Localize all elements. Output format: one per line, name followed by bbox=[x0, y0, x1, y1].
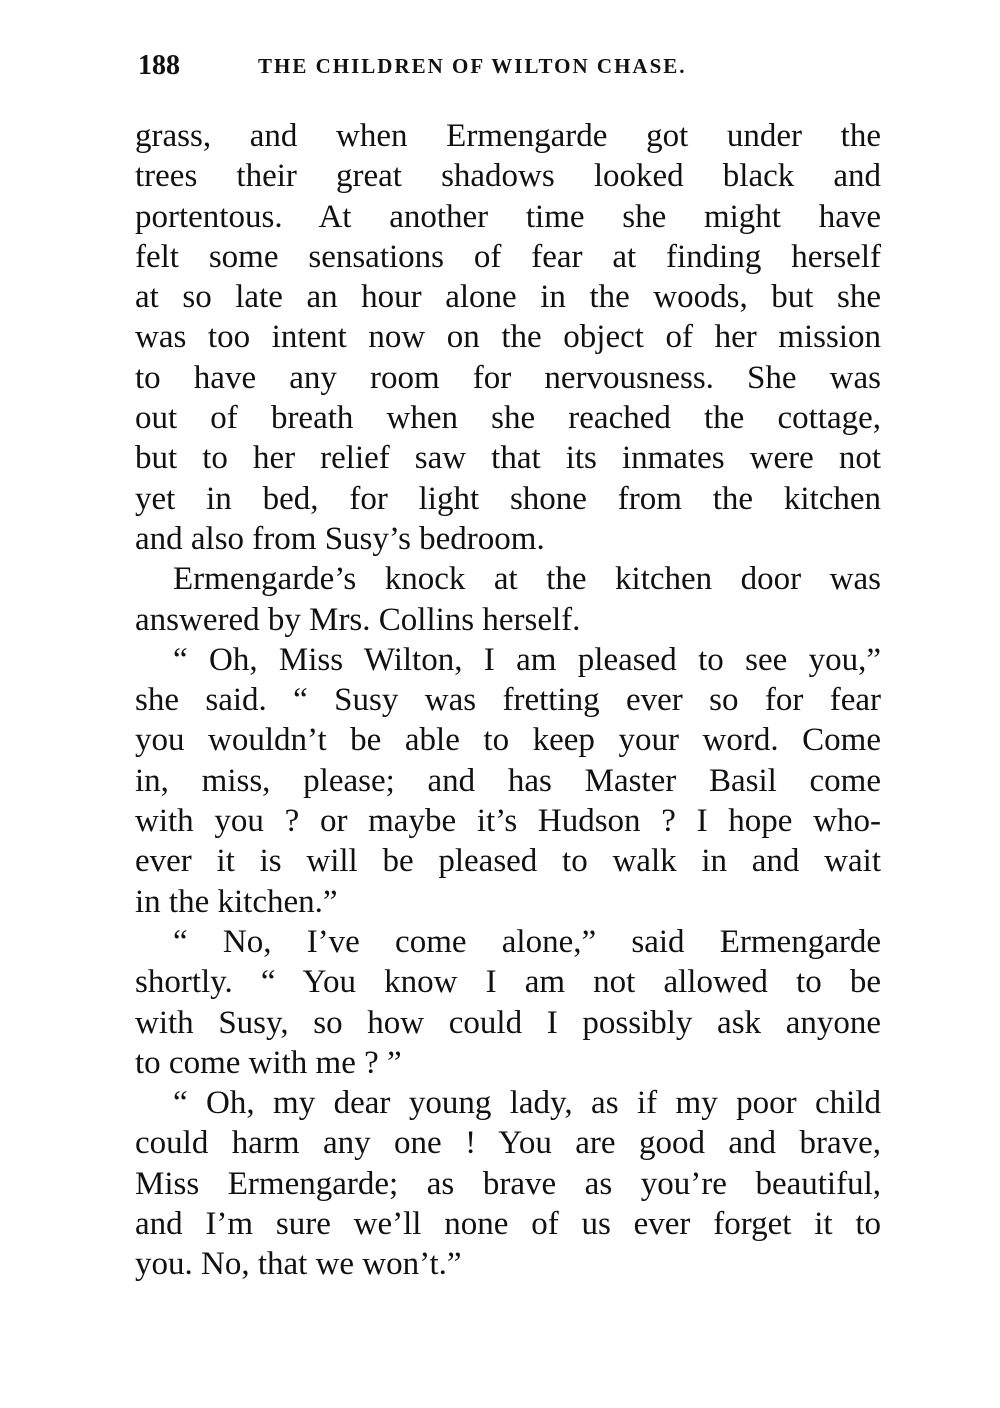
page-number: 188 bbox=[138, 50, 180, 81]
text-line: with Susy, so how could I possibly ask anyone bbox=[135, 1004, 881, 1041]
text-line: to have any room for nervousness. She was bbox=[135, 359, 881, 396]
text-line: was too intent now on the object of her mission bbox=[135, 319, 881, 356]
text-line: with you ? or maybe it’s Hudson ? I hope who- bbox=[135, 803, 881, 840]
text-line: shortly. “ You know I am not allowed to be bbox=[135, 964, 881, 1001]
text-line: answered by Mrs. Collins herself. bbox=[135, 601, 581, 638]
text-line: and I’m sure we’ll none of us ever forget it to bbox=[135, 1206, 881, 1243]
text-line: felt some sensations of fear at finding herself bbox=[135, 238, 881, 275]
text-line: to come with me ? ” bbox=[135, 1044, 402, 1081]
text-line: Miss Ermengarde; as brave as you’re beautiful, bbox=[135, 1165, 881, 1202]
text-line: Ermengarde’s knock at the kitchen door was bbox=[173, 561, 881, 598]
text-line: portentous. At another time she might have bbox=[135, 198, 881, 235]
text-line: in the kitchen.” bbox=[135, 883, 338, 920]
text-line: she said. “ Susy was fretting ever so for fear bbox=[135, 682, 881, 719]
body-text bbox=[135, 116, 881, 1285]
text-line: you. No, that we won’t.” bbox=[135, 1246, 462, 1283]
text-line: ever it is will be pleased to walk in and wait bbox=[135, 843, 881, 880]
text-line: trees their great shadows looked black and bbox=[135, 158, 881, 195]
running-head bbox=[138, 50, 883, 90]
text-line: “ No, I’ve come alone,” said Ermengarde bbox=[173, 923, 881, 960]
text-line: “ Oh, Miss Wilton, I am pleased to see you,” bbox=[173, 641, 881, 678]
text-line: and also from Susy’s bedroom. bbox=[135, 520, 545, 557]
text-line: “ Oh, my dear young lady, as if my poor child bbox=[173, 1085, 881, 1122]
text-line: in, miss, please; and has Master Basil come bbox=[135, 762, 881, 799]
text-line: yet in bed, for light shone from the kitchen bbox=[135, 480, 881, 517]
text-line: at so late an hour alone in the woods, but she bbox=[135, 279, 881, 316]
text-line: out of breath when she reached the cottage, bbox=[135, 400, 881, 437]
text-line: grass, and when Ermengarde got under the bbox=[135, 118, 881, 154]
running-title: THE CHILDREN OF WILTON CHASE. bbox=[258, 54, 687, 78]
text-line: but to her relief saw that its inmates were not bbox=[135, 440, 881, 477]
text-line: could harm any one ! You are good and brave, bbox=[135, 1125, 881, 1162]
text-line: you wouldn’t be able to keep your word. Come bbox=[135, 722, 881, 759]
